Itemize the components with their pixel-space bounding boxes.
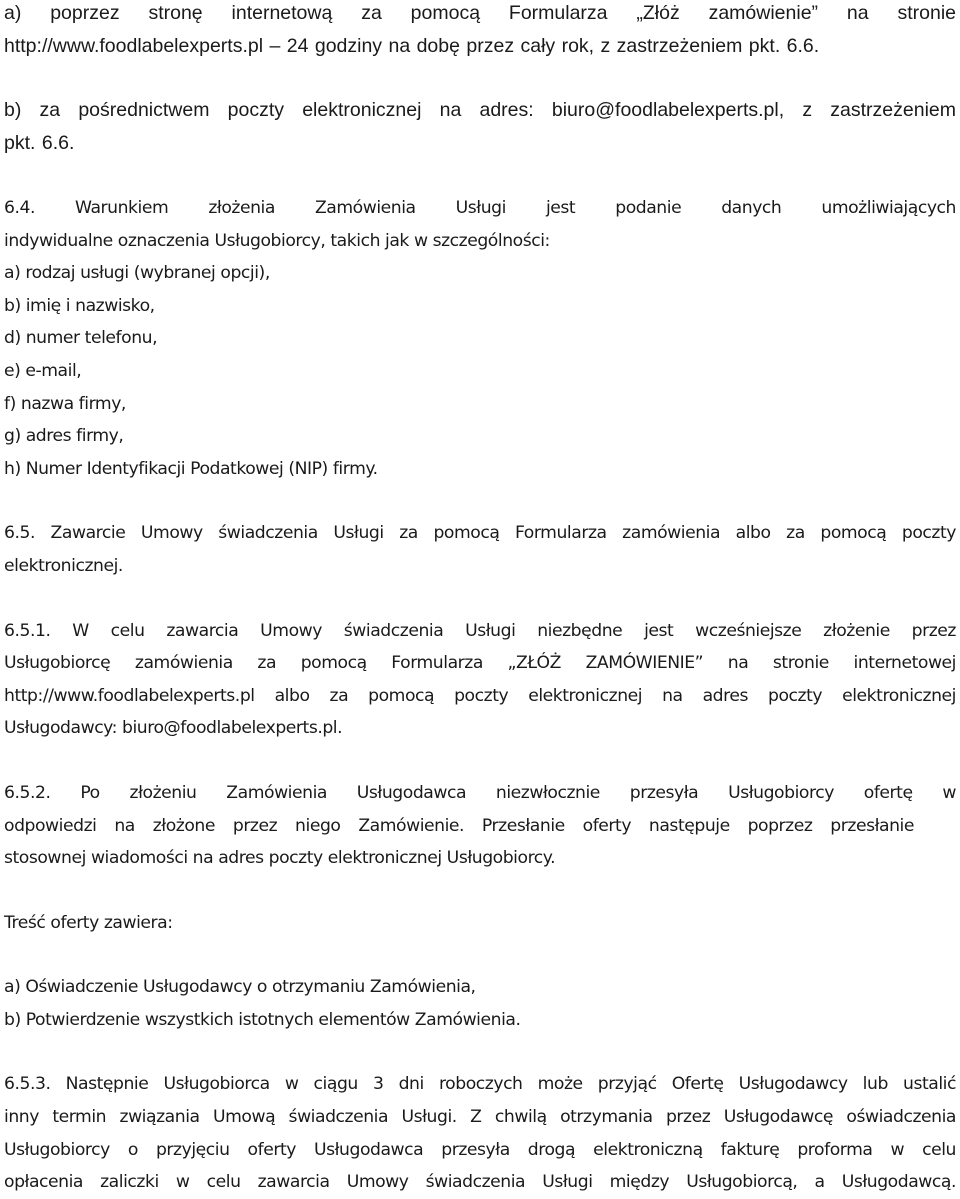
list-item: f) nazwa firmy, <box>4 393 126 414</box>
paragraph-line: Usługobiorcę zamówienia za pomocą Formularza „ZŁÓŻ ZAMÓWIENIE” na stronie internetowej <box>4 653 956 674</box>
paragraph-option-b <box>4 94 956 159</box>
list-item: a) rodzaj usługi (wybranej opcji), <box>4 263 270 284</box>
section-6-5-3 <box>4 1068 956 1198</box>
paragraph-line: 6.5. Zawarcie Umowy świadczenia Usługi za pomocą Formularza zamówienia albo za pomocą poczty <box>4 523 956 544</box>
paragraph-line: b) za pośrednictwem poczty elektronicznej na adres: biuro@foodlabelexperts.pl, z zastrzeżeniem <box>4 99 956 121</box>
section-6-5 <box>4 517 956 582</box>
list-item: d) numer telefonu, <box>4 328 158 349</box>
paragraph-line: 6.5.2. Po złożeniu Zamówienia Usługodawca niezwłocznie przesyła Usługobiorcy ofertę w <box>4 782 956 803</box>
paragraph-line: opłacenia zaliczki w celu zawarcia Umowy świadczenia Usługi między Usługobiorcą, a Usługodawcą. <box>4 1172 956 1193</box>
section-6-5-1 <box>4 615 956 745</box>
section-6-5-2 <box>4 777 956 875</box>
paragraph-line: indywidualne oznaczenia Usługobiorcy, takich jak w szczególności: <box>4 230 550 251</box>
offer-list <box>4 971 956 1036</box>
list-item: h) Numer Identyfikacji Podatkowej (NIP) firmy. <box>4 458 378 479</box>
paragraph-line: Usługobiorcy o przyjęciu oferty Usługodawca przesyła drogą elektroniczną fakturę proforma w celu <box>4 1139 956 1160</box>
list-item: g) adres firmy, <box>4 426 124 447</box>
paragraph-line: 6.4. Warunkiem złożenia Zamówienia Usługi jest podanie danych umożliwiających <box>4 198 956 218</box>
section-6-4 <box>4 192 956 485</box>
paragraph-line: pkt. 6.6. <box>4 131 75 154</box>
list-item: a) Oświadczenie Usługodawcy o otrzymaniu Zamówienia, <box>4 977 476 998</box>
paragraph-option-a <box>4 0 956 62</box>
paragraph-line: elektronicznej. <box>4 555 123 576</box>
list-item: b) imię i nazwisko, <box>4 295 155 316</box>
offer-heading: Treść oferty zawiera: <box>4 912 173 933</box>
paragraph-line: 6.5.1. W celu zawarcia Umowy świadczenia Usługi niezbędne jest wcześniejsze złożenie przez <box>4 620 956 641</box>
paragraph-line: inny termin związania Umową świadczenia Usługi. Z chwilą otrzymania przez Usługodawcę oświadczenia <box>4 1107 956 1128</box>
paragraph-line: odpowiedzi na złożone przez niego Zamówienie. Przesłanie oferty następuje poprzez przesłanie <box>4 815 914 836</box>
paragraph-line: a) poprzez stronę internetową za pomocą Formularza „Złóż zamówienie” na stronie <box>4 2 956 24</box>
list-item: b) Potwierdzenie wszystkich istotnych elementów Zamówienia. <box>4 1009 521 1030</box>
paragraph-line: http://www.foodlabelexperts.pl – 24 godziny na dobę przez cały rok, z zastrzeżeniem pkt. 6.6. <box>4 34 820 57</box>
paragraph-line: 6.5.3. Następnie Usługobiorca w ciągu 3 dni roboczych może przyjąć Ofertę Usługodawcy lub ustalić <box>4 1074 956 1095</box>
paragraph-line: Usługodawcy: biuro@foodlabelexperts.pl. <box>4 718 343 739</box>
paragraph-line: http://www.foodlabelexperts.pl albo za pomocą poczty elektronicznej na adres poczty elektronicznej <box>4 685 956 706</box>
list-item: e) e-mail, <box>4 360 82 381</box>
paragraph-line: stosownej wiadomości na adres poczty elektronicznej Usługobiorcy. <box>4 848 556 869</box>
